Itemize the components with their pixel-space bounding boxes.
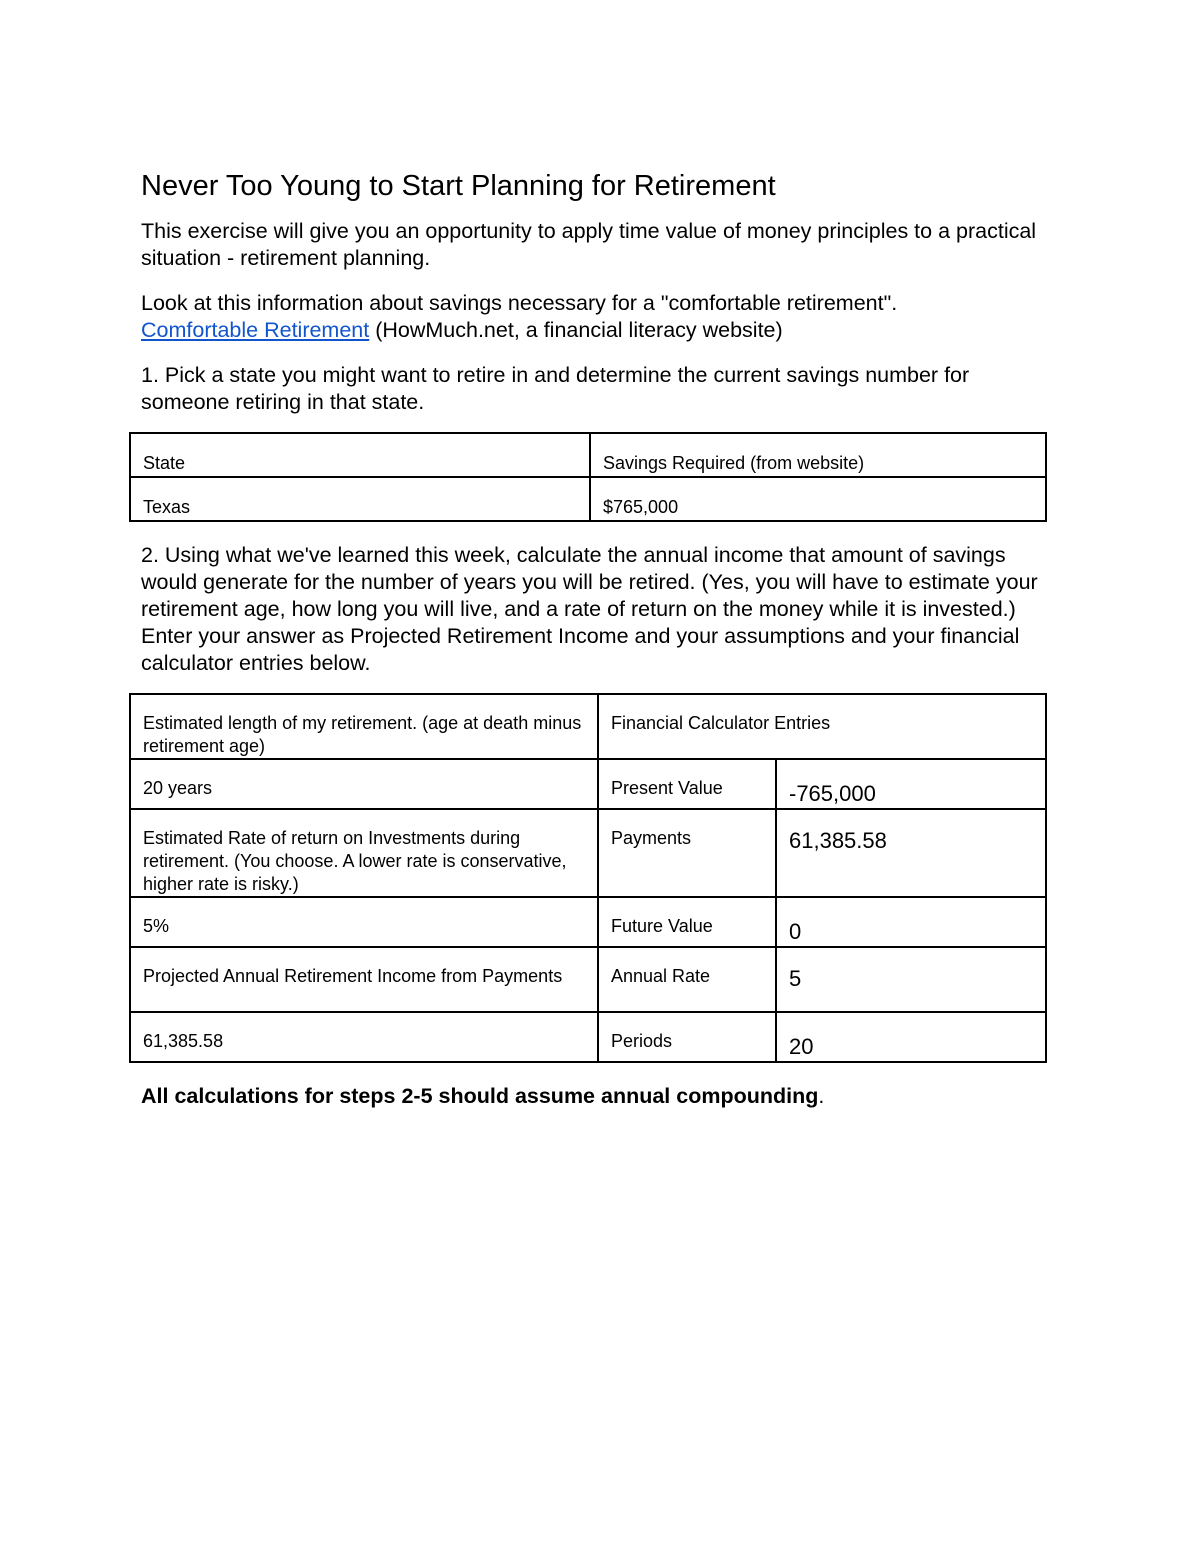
future-value-cell[interactable]: 0: [776, 897, 1046, 947]
payments-cell[interactable]: 61,385.58: [776, 809, 1046, 897]
compounding-note-text: All calculations for steps 2-5 should assume annual compounding: [141, 1084, 819, 1108]
future-value-label: Future Value: [598, 897, 776, 947]
table-row: [130, 477, 1046, 521]
retirement-length-cell[interactable]: 20 years: [130, 759, 598, 809]
intro-paragraph: This exercise will give you an opportunity to apply time value of money principles to a practical situation - retirement planning.: [141, 219, 1037, 270]
link-suffix: (HowMuch.net, a financial literacy website): [369, 318, 783, 342]
state-header: State: [130, 433, 590, 477]
document-page: [141, 168, 1061, 1110]
periods-cell[interactable]: 20: [776, 1012, 1046, 1062]
table-row: [130, 694, 1046, 759]
rate-of-return-header: Estimated Rate of return on Investments during retirement. (You choose. A lower rate is conservative, higher rate is risky.): [130, 809, 598, 897]
payments-label: Payments: [598, 809, 776, 897]
page-title: Never Too Young to Start Planning for Retirement: [141, 170, 776, 202]
look-paragraph: [141, 290, 1061, 344]
compounding-note-period: .: [818, 1084, 825, 1108]
savings-header: Savings Required (from website): [590, 433, 1046, 477]
question-2: 2. Using what we've learned this week, calculate the annual income that amount of savings would generate for the number of years you will be retired. (Yes, you will have to estimate your retirement age, how long you will live, and a rate of return on the money while it is invested.) Enter your answer as Projected Retirement Income and your assumptions and your financial calculator entries below.: [141, 543, 1038, 675]
savings-cell[interactable]: $765,000: [590, 477, 1046, 521]
present-value-label: Present Value: [598, 759, 776, 809]
compounding-note: [141, 1083, 1061, 1110]
projected-income-cell[interactable]: 61,385.58: [130, 1012, 598, 1062]
annual-rate-cell[interactable]: 5: [776, 947, 1046, 1012]
calculator-entries-header: Financial Calculator Entries: [598, 694, 1046, 759]
comfortable-retirement-link[interactable]: Comfortable Retirement: [141, 318, 370, 342]
periods-label: Periods: [598, 1012, 776, 1062]
projected-income-header: Projected Annual Retirement Income from Payments: [130, 947, 598, 1012]
table-row: [130, 809, 1046, 897]
present-value-cell[interactable]: -765,000: [776, 759, 1046, 809]
table-row: [130, 433, 1046, 477]
rate-of-return-cell[interactable]: 5%: [130, 897, 598, 947]
table-row: [130, 1012, 1046, 1062]
state-savings-table: [129, 432, 1047, 522]
table-row: [130, 759, 1046, 809]
look-text: Look at this information about savings necessary for a "comfortable retirement".: [141, 291, 898, 315]
retirement-length-header: Estimated length of my retirement. (age at death minus retirement age): [130, 694, 598, 759]
state-cell[interactable]: Texas: [130, 477, 590, 521]
table-row: [130, 897, 1046, 947]
question-1: 1. Pick a state you might want to retire in and determine the current savings number for someone retiring in that state.: [141, 363, 970, 414]
annual-rate-label: Annual Rate: [598, 947, 776, 1012]
table-row: [130, 947, 1046, 1012]
calculator-table: [129, 693, 1047, 1063]
